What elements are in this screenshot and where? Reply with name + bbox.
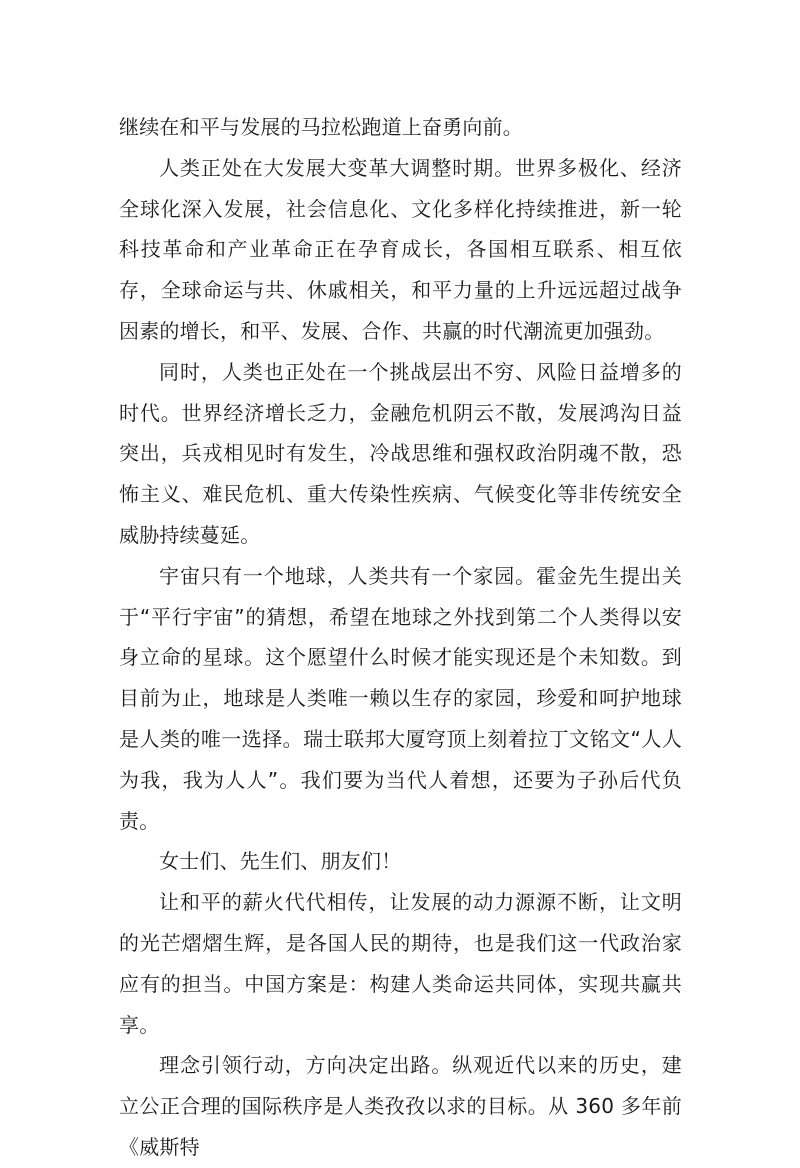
paragraph-one-earth: 宇宙只有一个地球，人类共有一个家园。霍金先生提出关于“平行宇宙”的猜想，希望在地球之外找到第二个人类得以安身立命的星球。这个愿望什么时候才能实现还是个未知数。到目前为止，地球是人类唯一赖以生存的家园，珍爱和呵护地球是人类的唯一选择。瑞士联邦大厦穹顶上刻着拉丁文铭文“人人为我，我为人人”。我们要为当代人着想，还要为子孙后代负责。 — [119, 563, 682, 833]
paragraph-continuation: 继续在和平与发展的马拉松跑道上奋勇向前。 — [119, 115, 523, 139]
paragraph-international-order: 理念引领行动，方向决定出路。纵观近代以来的历史，建立公正合理的国际秩序是人类孜孜以求的目标。从 360 多年前《威斯特 — [119, 1053, 682, 1159]
paragraph-salutation: 女士们、先生们、朋友们！ — [159, 849, 402, 874]
body-text — [119, 107, 682, 1168]
paragraph-chinese-solution: 让和平的薪火代代相传，让发展的动力源源不断，让文明的光芒熠熠生辉，是各国人民的期待，也是我们这一代政治家应有的担当。中国方案是：构建人类命运共同体，实现共赢共享。 — [119, 890, 682, 1037]
paragraph-challenges: 同时，人类也正处在一个挑战层出不穷、风险日益增多的时代。世界经济增长乏力，金融危机阴云不散，发展鸿沟日益突出，兵戎相见时有发生，冷战思维和强权政治阴魂不散，恐怖主义、难民危机、重大传染性疾病、气候变化等非传统安全威胁持续蔓延。 — [119, 359, 682, 547]
paragraph-era-of-change: 人类正处在大发展大变革大调整时期。世界多极化、经济全球化深入发展，社会信息化、文化多样化持续推进，新一轮科技革命和产业革命正在孕育成长，各国相互联系、相互依存，全球命运与共、休戚相关，和平力量的上升远远超过战争因素的增长，和平、发展、合作、共赢的时代潮流更加强劲。 — [119, 155, 682, 343]
